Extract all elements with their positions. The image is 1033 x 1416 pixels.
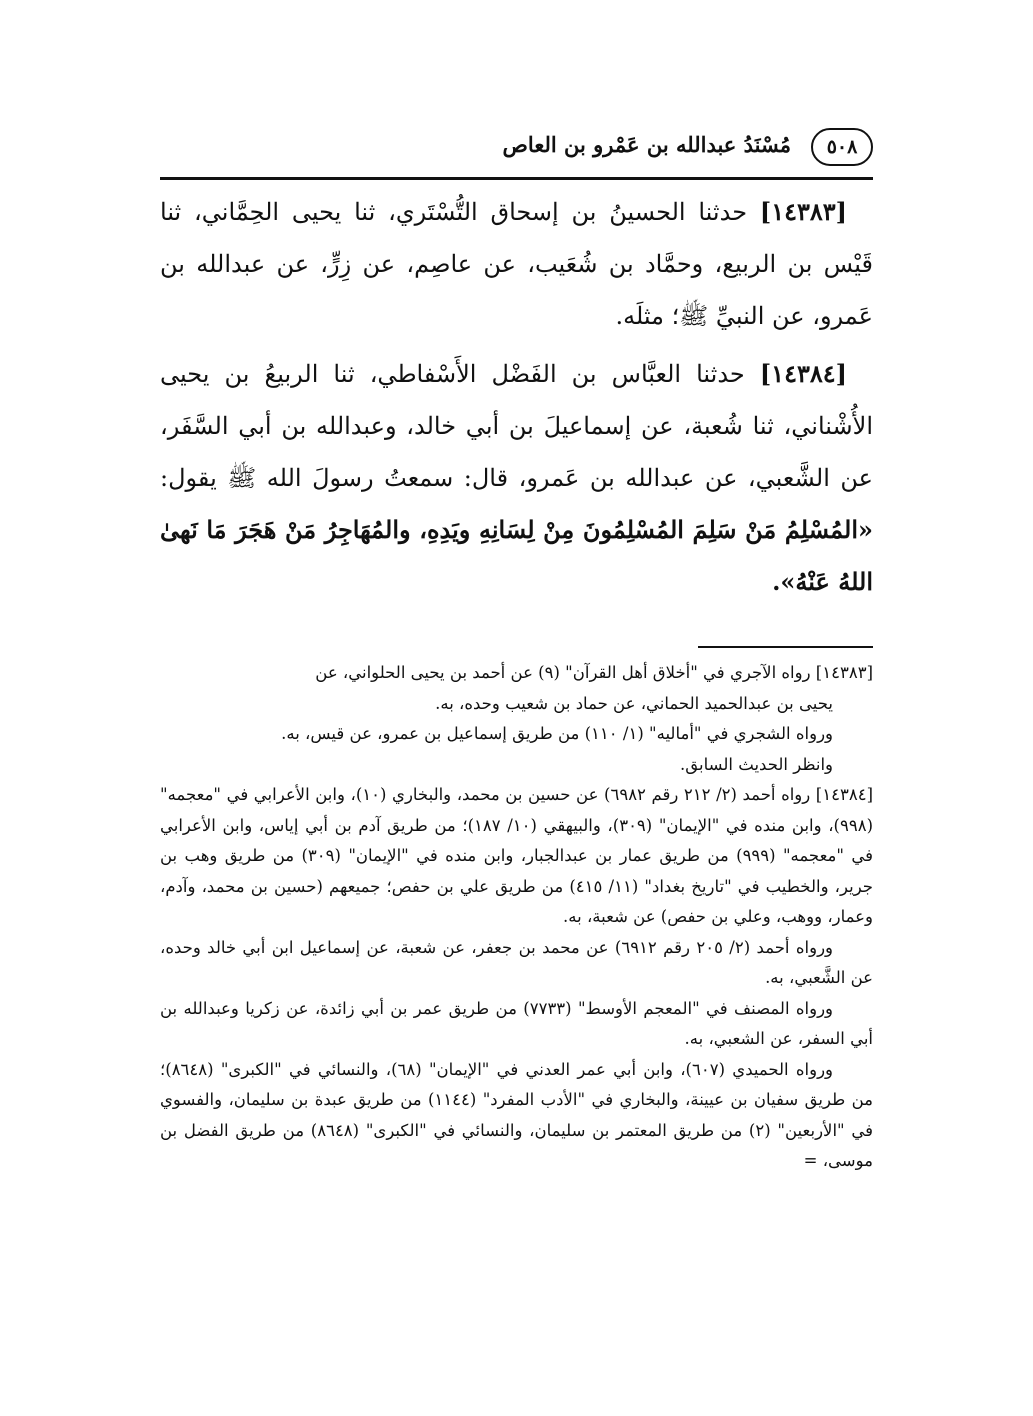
page-header (160, 118, 873, 180)
footnote-line: [١٤٣٨٣] رواه الآجري في "أخلاق أهل القرآن" (٩) عن أحمد بن يحيى الحلواني، عن (315, 663, 873, 682)
hadith-number: [١٤٣٨٣] (759, 197, 847, 226)
footnote-line: ورواه المصنف في "المعجم الأوسط" (٧٧٣٣) من طريق عمر بن أبي زائدة، عن زكريا وعبدالله بن أبي السفر، عن الشعبي، به. (160, 998, 873, 1048)
hadith-body: حدثنا الحسينُ بن إسحاق التُّسْتَري، ثنا يحيى الحِمَّاني، ثنا قَيْس بن الربيع، وحمَّاد بن شُعَيب، عن عاصِم، عن زِرٍّ، عن عبدالله بن عَمرو، عن النبيِّ ﷺ؛ مثلَه. (160, 198, 873, 330)
hadith-quote: «المُسْلِمُ مَنْ سَلِمَ المُسْلِمُونَ مِنْ لِسَانِهِ ويَدِهِ، والمُهَاجِرُ مَنْ هَجَرَ مَا نَهىٰ اللهُ عَنْهُ». (160, 515, 873, 596)
footnote-line: [١٤٣٨٤] رواه أحمد (٢/ ٢١٢ رقم ٦٩٨٢) عن حسين بن محمد، والبخاري (١٠)، وابن الأعرابي في "معجمه" (٩٩٨)، وابن منده في "الإيمان" (٣٠٩)، والبيهقي (١٠/ ١٨٧)؛ من طريق آدم بن أبي إياس، وابن الأعرابي في "معجمه" (٩٩٩) من طريق عمار بن عبدالجبار، وابن منده في "الإيمان" (٣٠٩) من طريق وهب بن جرير، والخطيب في "تاريخ بغداد" (١١/ ٤١٥) من طريق علي بن حفص؛ جميعهم (حسين بن محمد، وآدم، وعمار، ووهب، وعلي بن حفص) عن شعبة، به. (160, 785, 873, 926)
hadith-number: [١٤٣٨٤] (759, 359, 847, 388)
footnote-line: ورواه أحمد (٢/ ٢٠٥ رقم ٦٩١٢) عن محمد بن جعفر، عن شعبة، عن إسماعيل ابن أبي خالد وحده، عن الشَّعبي، به. (160, 937, 873, 987)
hadith-body: حدثنا العبَّاس بن الفَضْل الأَسْفاطي، ثنا الربيعُ بن يحيى الأُشْناني، ثنا شُعبة، عن إسماعيلَ بن أبي خالد، وعبدالله بن أبي السَّفَر، عن الشَّعبي، عن عبدالله بن عَمرو، قال: سمعتُ رسولَ الله ﷺ يقول: (160, 360, 873, 492)
footnote-line: وانظر الحديث السابق. (680, 754, 833, 774)
main-text (160, 186, 873, 614)
footnote-separator (698, 646, 873, 648)
running-title: مُسْنَدُ عبدالله بن عَمْرو بن العاص (502, 132, 791, 157)
page-number: ٥٠٨ (811, 128, 873, 166)
footnotes (160, 658, 873, 1177)
hadith-14383 (160, 186, 873, 342)
footnote-line: ورواه الشجري في "أماليه" (١/ ١١٠) من طريق إسماعيل بن عمرو، عن قيس، به. (281, 724, 833, 743)
footnote-line: ورواه الحميدي (٦٠٧)، وابن أبي عمر العدني في "الإيمان" (٦٨)، والنسائي في "الكبرى" (٨٦٤٨)؛ من طريق سفيان بن عيينة، والبخاري في "الأدب المفرد" (١١٤٤) من طريق عبدة بن سليمان، والفسوي في "الأربعين" (٢) من طريق المعتمر بن سليمان، والنسائي في "الكبرى" (٨٦٤٨) من طريق الفضل بن موسى، = (160, 1059, 873, 1170)
header-rule (160, 177, 873, 180)
footnote-line: يحيى بن عبدالحميد الحماني، عن حماد بن شعيب وحده، به. (435, 693, 833, 713)
hadith-14384 (160, 348, 873, 608)
